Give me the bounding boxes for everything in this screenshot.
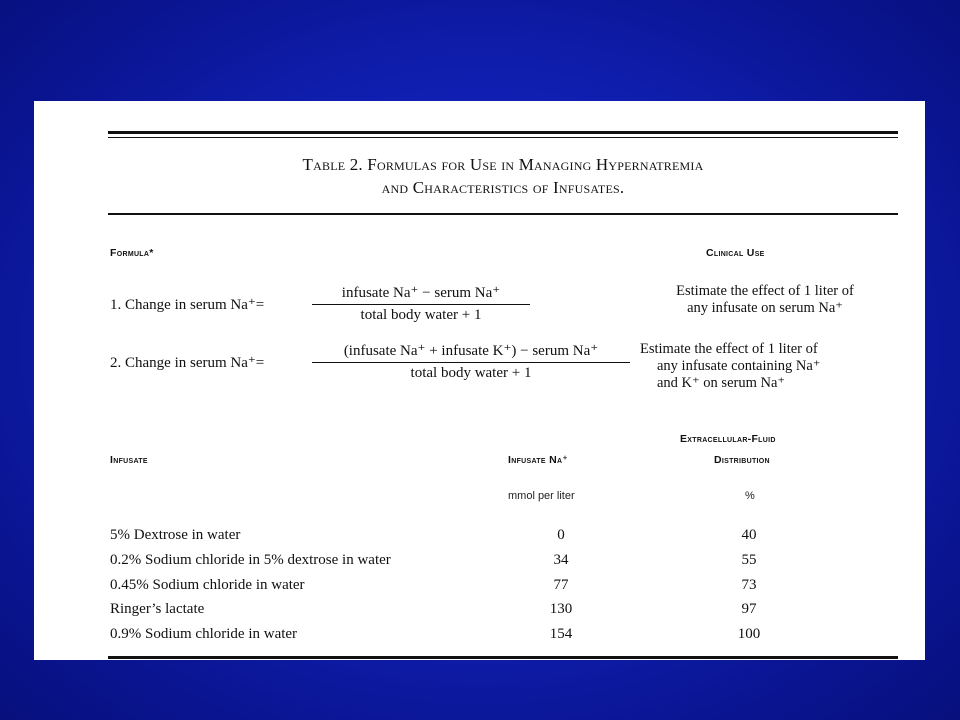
formula-1-denominator: total body water + 1 [360, 307, 482, 323]
slide-panel [34, 101, 925, 660]
row-1-na: 0 [557, 527, 565, 543]
formula-2-clinical-use [640, 341, 890, 392]
row-1-infusate: 5% Dextrose in water [110, 527, 241, 543]
formula-1-label: 1. Change in serum Na⁺= [110, 297, 265, 313]
formula-1-numerator: infusate Na⁺ − serum Na⁺ [312, 283, 530, 305]
row-2-ecf: 55 [741, 552, 757, 568]
top-rule-thick [108, 131, 898, 134]
table-title-line-1: Table 2. Formulas for Use in Managing Hypernatremia [302, 155, 704, 174]
formula-2-clinical-use-line-1: Estimate the effect of 1 liter of [640, 341, 818, 357]
top-rule-thin [108, 137, 898, 138]
formula-2-label: 2. Change in serum Na⁺= [110, 355, 265, 371]
row-5-infusate: 0.9% Sodium chloride in water [110, 626, 298, 642]
formula-1-fraction [312, 283, 530, 324]
formula-2-denominator: total body water + 1 [410, 365, 532, 381]
formula-2-clinical-use-line-2: any infusate containing Na⁺ [657, 358, 821, 374]
row-5-ecf: 100 [737, 626, 761, 642]
row-4-na: 130 [549, 601, 573, 617]
ecf-header-line-2: Distribution [714, 454, 770, 466]
row-1-ecf: 40 [741, 527, 757, 543]
bottom-rule [108, 656, 898, 659]
formula-1-clinical-use [640, 283, 890, 317]
ecf-header-line-1: Extracellular-Fluid [680, 433, 776, 445]
na-unit-label: mmol per liter [508, 490, 575, 502]
row-5-na: 154 [549, 626, 573, 642]
row-4-ecf: 97 [741, 601, 757, 617]
row-4-infusate: Ringer’s lactate [110, 601, 205, 617]
formula-1-clinical-use-line-2: any infusate on serum Na⁺ [687, 300, 843, 316]
infusate-na-header: Infusate Na⁺ [508, 454, 569, 466]
formula-2-numerator: (infusate Na⁺ + infusate K⁺) − serum Na⁺ [312, 341, 630, 363]
clinical-use-header: Clinical Use [706, 247, 765, 259]
ecf-unit-label: % [745, 490, 755, 502]
row-3-ecf: 73 [741, 577, 757, 593]
formula-2-fraction [312, 341, 630, 382]
infusate-header: Infusate [110, 454, 148, 466]
formula-header: Formula* [110, 247, 154, 259]
row-3-na: 77 [553, 577, 569, 593]
row-3-infusate: 0.45% Sodium chloride in water [110, 577, 305, 593]
formula-1-clinical-use-line-1: Estimate the effect of 1 liter of [676, 283, 854, 299]
row-2-infusate: 0.2% Sodium chloride in 5% dextrose in water [110, 552, 391, 568]
title-rule [108, 213, 898, 215]
row-2-na: 34 [553, 552, 569, 568]
formula-2-clinical-use-line-3: and K⁺ on serum Na⁺ [657, 375, 786, 391]
table-title-line-2: and Characteristics of Infusates. [381, 178, 625, 197]
